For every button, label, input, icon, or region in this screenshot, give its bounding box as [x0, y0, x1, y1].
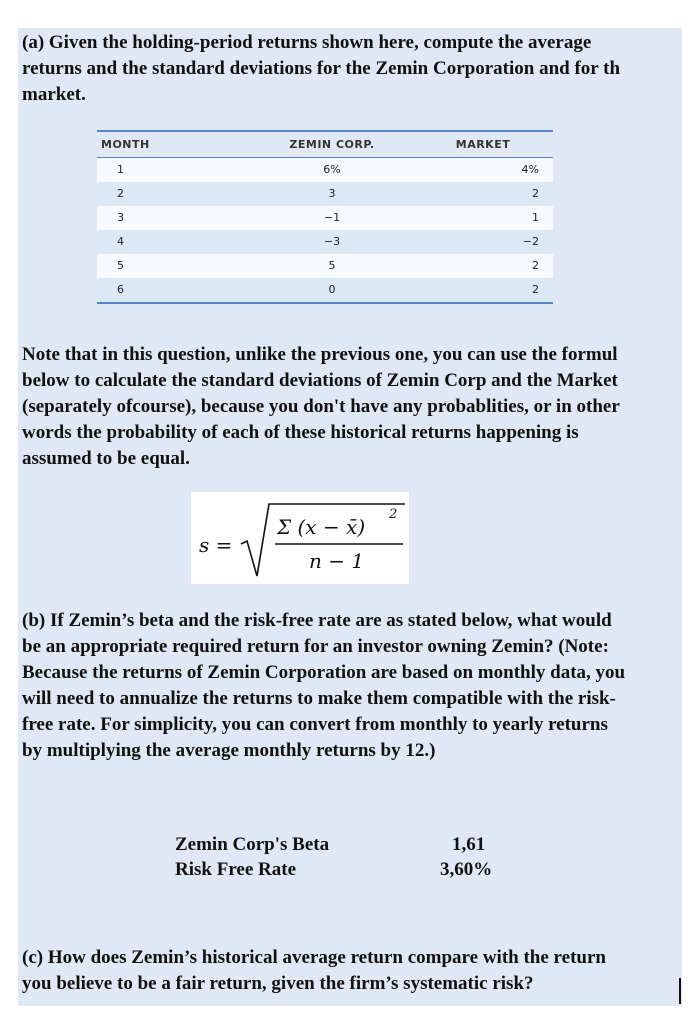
cell-month: 3: [117, 211, 124, 224]
part-a-text: [22, 30, 620, 108]
part-b-text: [22, 608, 625, 764]
cell-zemin: −3: [323, 235, 341, 248]
formula-lhs: s =: [199, 533, 233, 557]
cell-month: 4: [117, 235, 124, 248]
part-b-line: Because the returns of Zemin Corporation are based on monthly data, you: [22, 662, 626, 683]
formula-exponent: 2: [389, 507, 398, 522]
part-b-line: by multiplying the average monthly returns by 12.): [22, 740, 436, 761]
table-row: [97, 158, 553, 182]
header-market: MARKET: [455, 138, 511, 151]
cell-zemin: 0: [328, 283, 336, 296]
rf-label: Risk Free Rate: [175, 859, 297, 880]
cell-market: 1: [532, 211, 539, 224]
table-header-row: [97, 132, 553, 158]
part-c-line: (c) How does Zemin’s historical average return compare with the return: [22, 947, 606, 968]
note-line: below to calculate the standard deviations of Zemin Corp and the Market: [22, 370, 618, 391]
part-b-line: will need to annualize the returns to make them compatible with the risk-: [22, 688, 616, 709]
part-c-line: you believe to be a fair return, given the firm’s systematic risk?: [22, 973, 534, 994]
note-line: Note that in this question, unlike the previous one, you can use the formul: [22, 344, 618, 365]
cell-market: 2: [532, 283, 539, 296]
rf-value: 3,60%: [440, 859, 493, 880]
table-bottom-rule: [97, 302, 553, 304]
beta-label: Zemin Corp's Beta: [175, 834, 330, 855]
std-dev-formula: [191, 492, 409, 584]
part-b-line: be an appropriate required return for an investor owning Zemin? (Note:: [22, 636, 609, 657]
cell-market: 2: [532, 259, 539, 272]
beta-value: 1,61: [452, 834, 486, 855]
cell-month: 5: [117, 259, 124, 272]
cell-market: 4%: [521, 163, 539, 176]
table-row: [97, 278, 553, 302]
cell-market: −2: [522, 235, 539, 248]
cell-month: 6: [117, 283, 124, 296]
header-zemin: ZEMIN CORP.: [289, 138, 375, 151]
cell-zemin: 6%: [323, 163, 341, 176]
part-b-line: free rate. For simplicity, you can convert from monthly to yearly returns: [22, 714, 608, 735]
part-a-line: market.: [22, 84, 86, 105]
formula-numerator: Σ (x − x̄): [277, 515, 366, 539]
note-line: assumed to be equal.: [22, 448, 190, 469]
note-text: [22, 342, 620, 472]
cell-zemin: 5: [328, 259, 336, 272]
note-line: (separately ofcourse), because you don't have any probablities, or in other: [22, 396, 620, 417]
part-b-line: (b) If Zemin’s beta and the risk-free rate are as stated below, what would: [22, 610, 612, 631]
table-row: [97, 182, 553, 206]
table-row: [97, 206, 553, 230]
table-row: [97, 230, 553, 254]
formula-graphic: [191, 492, 409, 584]
note-line: words the probability of each of these historical returns happening is: [22, 422, 579, 443]
part-a-line: returns and the standard deviations for the Zemin Corporation and for th: [22, 58, 621, 79]
cell-month: 1: [117, 163, 124, 176]
cell-zemin: −1: [323, 211, 341, 224]
cell-zemin: 3: [328, 187, 336, 200]
cell-market: 2: [532, 187, 539, 200]
header-month: MONTH: [101, 138, 150, 151]
part-a-line: (a) Given the holding-period returns shown here, compute the average: [22, 32, 592, 53]
table-row: [97, 254, 553, 278]
part-c-text: [22, 945, 606, 997]
cell-month: 2: [117, 187, 124, 200]
text-cursor: [679, 978, 681, 1004]
returns-table: [97, 130, 553, 304]
formula-denominator: n − 1: [309, 549, 365, 573]
